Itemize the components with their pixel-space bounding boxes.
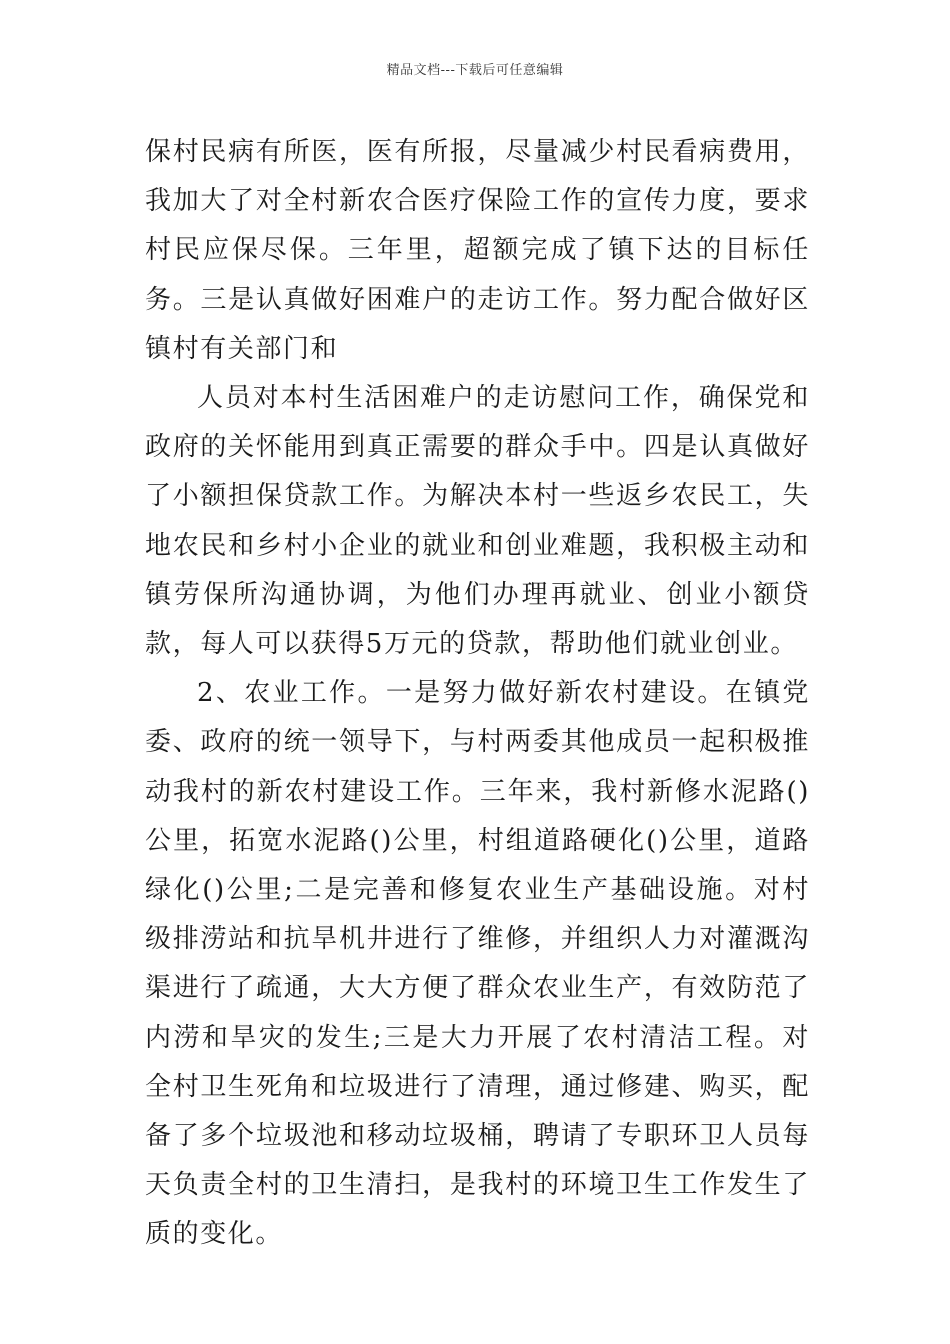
paragraph-2: 人员对本村生活困难户的走访慰问工作，确保党和政府的关怀能用到真正需要的群众手中。四是认真做好了小额担保贷款工作。为解决本村一些返乡农民工，失地农民和乡村小企业的就业和创业难题，我积极主动和镇劳保所沟通协调，为他们办理再就业、创业小额贷款，每人可以获得5万元的贷款，帮助他们就业创业。: [145, 383, 810, 660]
paragraph-1: 保村民病有所医，医有所报，尽量减少村民看病费用，我加大了对全村新农合医疗保险工作的宣传力度，要求村民应保尽保。三年里，超额完成了镇下达的目标任务。三是认真做好困难户的走访工作。努力配合做好区镇村有关部门和: [145, 137, 810, 364]
document-body: [145, 128, 810, 1260]
page-header: 精品文档---下载后可任意编辑: [386, 63, 564, 78]
paragraph-3: 2、农业工作。一是努力做好新农村建设。在镇党委、政府的统一领导下，与村两委其他成员一起积极推动我村的新农村建设工作。三年来，我村新修水泥路()公里，拓宽水泥路()公里，村组道路硬化()公里，道路绿化()公里;二是完善和修复农业生产基础设施。对村级排涝站和抗旱机井进行了维修，并组织人力对灌溉沟渠进行了疏通，大大方便了群众农业生产，有效防范了内涝和旱灾的发生;三是大力开展了农村清洁工程。对全村卫生死角和垃圾进行了清理，通过修建、购买，配备了多个垃圾池和移动垃圾桶，聘请了专职环卫人员每天负责全村的卫生清扫，是我村的环境卫生工作发生了质的变化。: [145, 678, 810, 1250]
